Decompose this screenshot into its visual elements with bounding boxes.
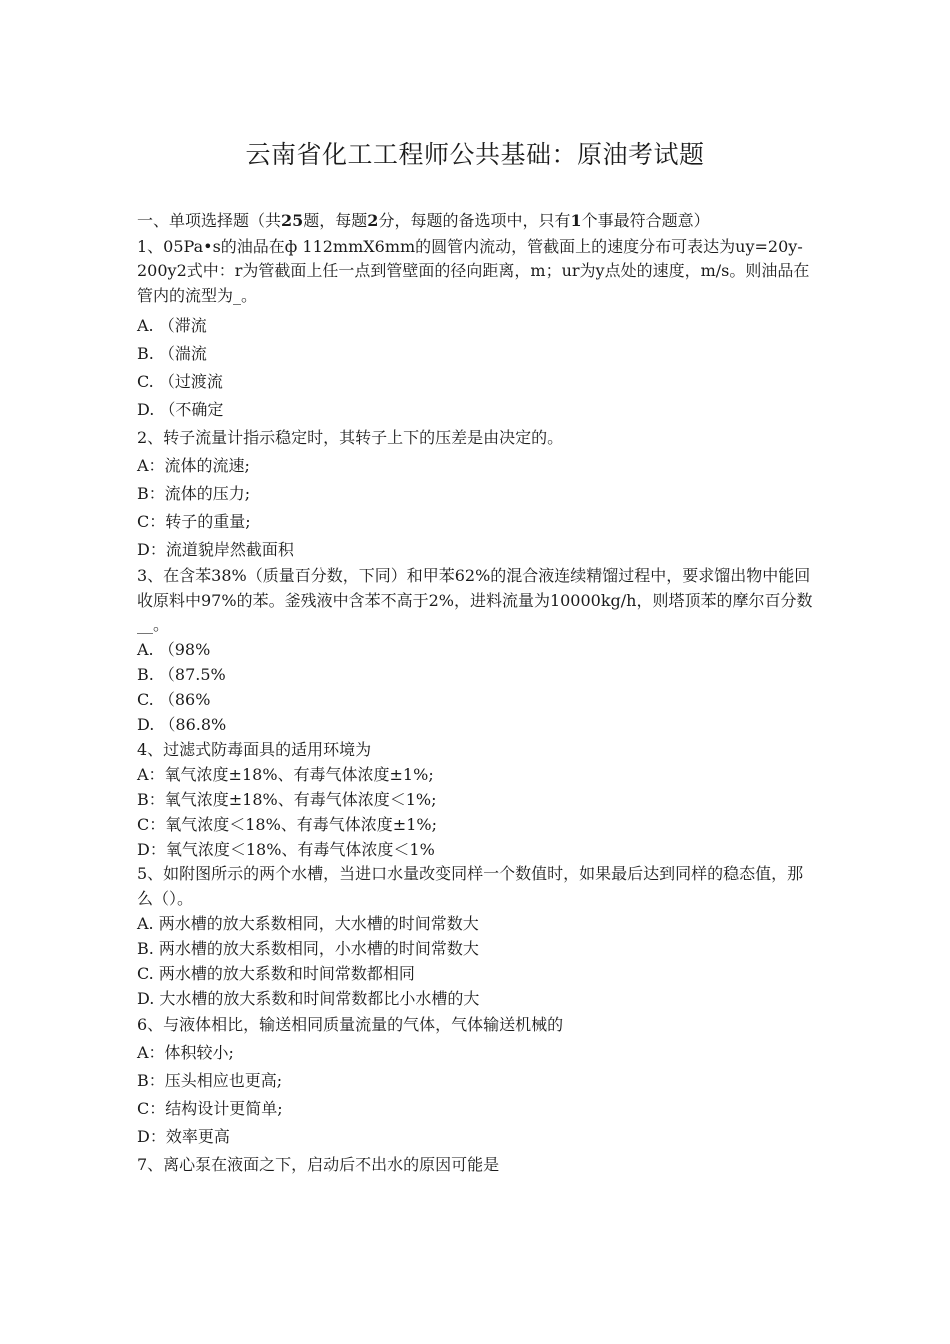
section-points: 2 xyxy=(367,211,379,230)
question-stem: 3、在含苯38%（质量百分数，下同）和甲苯62%的混合液连续精馏过程中，要求馏出物中能回收原料中97%的苯。釜残液中含苯不高于2%，进料流量为10000kg/h，则塔顶苯的摩尔百分数__。 xyxy=(137,566,813,635)
option-c: C. （过渡流 xyxy=(137,372,223,392)
document-title: 云南省化工工程师公共基础：原油考试题 xyxy=(245,140,705,169)
option-b: B：流体的压力; xyxy=(137,484,251,504)
option-b: B：氧气浓度±18%、有毒气体浓度＜1%; xyxy=(137,790,437,810)
question-5 xyxy=(137,862,817,1011)
option-a: A：体积较小; xyxy=(137,1043,234,1063)
option-b: B. （87.5% xyxy=(137,665,226,685)
question-stem: 5、如附图所示的两个水槽，当进口水量改变同样一个数值时，如果最后达到同样的稳态值，那么（）。 xyxy=(137,864,804,908)
option-c: C：结构设计更简单; xyxy=(137,1099,283,1119)
question-7 xyxy=(137,1151,817,1179)
option-c: C. （86% xyxy=(137,690,211,710)
option-a: A. （滞流 xyxy=(137,316,207,336)
option-b: B：压头相应也更高; xyxy=(137,1071,283,1091)
option-d: D. （不确定 xyxy=(137,400,224,420)
section-one: 1 xyxy=(570,211,582,230)
option-c: C. 两水槽的放大系数和时间常数都相同 xyxy=(137,964,415,984)
section-question-count: 25 xyxy=(281,211,304,230)
option-c: C：转子的重量; xyxy=(137,512,251,532)
option-d: D：流道貌岸然截面积 xyxy=(137,540,294,560)
option-a: A. 两水槽的放大系数相同，大水槽的时间常数大 xyxy=(137,914,479,934)
section-prefix: 一、单项选择题（共 xyxy=(137,211,282,230)
question-stem: 4、过滤式防毒面具的适用环境为 xyxy=(137,740,372,760)
document-body xyxy=(137,209,817,1179)
section-suffix: 个事最符合题意） xyxy=(581,211,710,230)
question-1 xyxy=(137,235,817,424)
question-2 xyxy=(137,424,817,564)
section-mid2: 分，每题的备选项中，只有 xyxy=(378,211,571,230)
question-stem: 1、05Pa•s的油品在ф 112mmX6mm的圆管内流动，管截面上的速度分布可表达为uy=20y-200y2式中：r为管截面上任一点到管壁面的径向距离，m；ur为y点处的速度，m/s。则油品在管内的流型为_。 xyxy=(137,237,810,305)
option-d: D. 大水槽的放大系数和时间常数都比小水槽的大 xyxy=(137,989,480,1009)
section-mid1: 题，每题 xyxy=(303,211,368,230)
question-3 xyxy=(137,564,817,737)
question-4 xyxy=(137,737,817,862)
question-stem: 7、离心泵在液面之下，启动后不出水的原因可能是 xyxy=(137,1155,500,1175)
question-stem: 2、转子流量计指示稳定时，其转子上下的压差是由决定的。 xyxy=(137,428,564,448)
question-6 xyxy=(137,1011,817,1151)
option-d: D：氧气浓度＜18%、有毒气体浓度＜1% xyxy=(137,840,435,860)
section-header xyxy=(137,209,817,233)
option-a: A. （98% xyxy=(137,640,211,660)
option-d: D：效率更高 xyxy=(137,1127,230,1147)
option-b: B. （湍流 xyxy=(137,344,207,364)
option-d: D. （86.8% xyxy=(137,715,227,735)
question-stem: 6、与液体相比，输送相同质量流量的气体，气体输送机械的 xyxy=(137,1015,564,1035)
option-a: A：流体的流速; xyxy=(137,456,250,476)
option-b: B. 两水槽的放大系数相同，小水槽的时间常数大 xyxy=(137,939,479,959)
option-a: A：氧气浓度±18%、有毒气体浓度±1%; xyxy=(137,765,434,785)
option-c: C：氧气浓度＜18%、有毒气体浓度±1%; xyxy=(137,815,437,835)
